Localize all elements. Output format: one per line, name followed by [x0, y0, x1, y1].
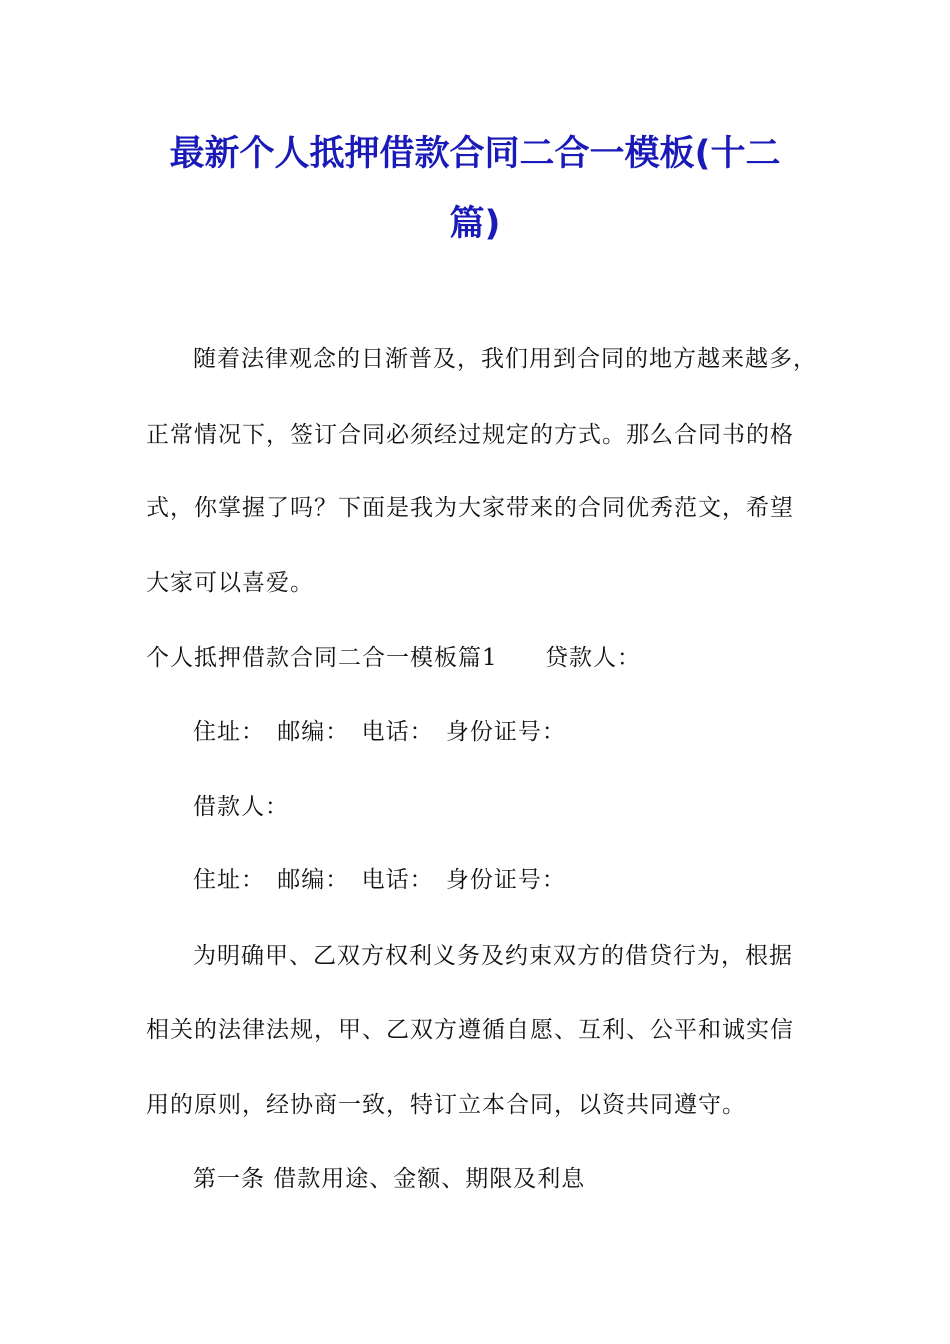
- borrower-fields: 住址： 邮编： 电话： 身份证号：: [193, 867, 566, 893]
- purpose-paragraph-line-3: 用的原则，经协商一致，特订立本合同，以资共同遵守。: [146, 1092, 746, 1118]
- intro-paragraph-line-3: 式，你掌握了吗？下面是我为大家带来的合同优秀范文，希望: [146, 495, 794, 521]
- document-title-line-1: 最新个人抵押借款合同二合一模板(十二: [169, 134, 781, 174]
- borrower-label: 借款人：: [193, 794, 289, 820]
- intro-paragraph-line-4: 大家可以喜爱。: [146, 570, 314, 596]
- intro-paragraph-line-2: 正常情况下，签订合同必须经过规定的方式。那么合同书的格: [146, 422, 794, 448]
- intro-paragraph-line-1: 随着法律观念的日渐普及，我们用到合同的地方越来越多，: [193, 346, 817, 372]
- article-1-heading: 第一条 借款用途、金额、期限及利息: [193, 1166, 586, 1192]
- purpose-paragraph-line-2: 相关的法律法规，甲、乙双方遵循自愿、互利、公平和诚实信: [146, 1017, 794, 1043]
- section-heading: 个人抵押借款合同二合一模板篇1: [146, 645, 498, 671]
- lender-label: 贷款人：: [545, 645, 641, 671]
- lender-fields: 住址： 邮编： 电话： 身份证号：: [193, 719, 566, 745]
- document-title-line-2: 篇): [449, 204, 501, 244]
- purpose-paragraph-line-1: 为明确甲、乙双方权利义务及约束双方的借贷行为，根据: [193, 943, 793, 969]
